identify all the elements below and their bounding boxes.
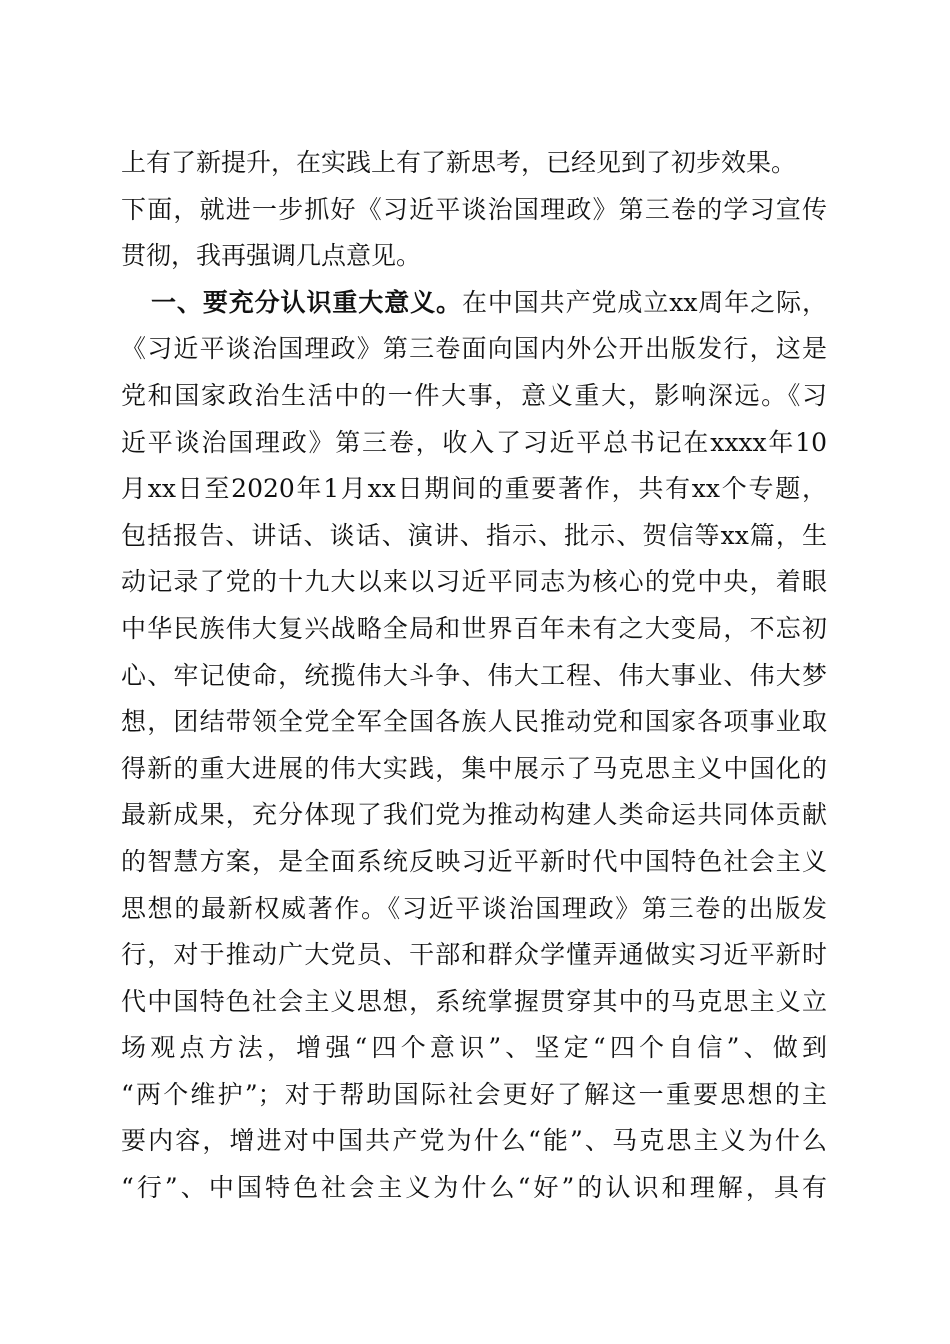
text-line: 的智慧方案，是全面系统反映习近平新时代中国特色社会主义 bbox=[121, 846, 827, 876]
text-line: 心、牢记使命，统揽伟大斗争、伟大工程、伟大事业、伟大梦 bbox=[121, 660, 827, 690]
section-heading-text: 在中国共产党成立xx周年之际， bbox=[461, 287, 827, 317]
text-line: 近平谈治国理政》第三卷，收入了习近平总书记在xxxx年10 bbox=[121, 427, 827, 457]
text-line: 最新成果，充分体现了我们党为推动构建人类命运共同体贡献 bbox=[121, 800, 827, 830]
text-line: “两个维护”；对于帮助国际社会更好了解这一重要思想的主 bbox=[121, 1079, 827, 1109]
text-line: 下面，就进一步抓好《习近平谈治国理政》第三卷的学习宣传 bbox=[121, 194, 827, 224]
section-heading-line bbox=[121, 280, 827, 327]
text-line: 中华民族伟大复兴战略全局和世界百年未有之大变局，不忘初 bbox=[121, 613, 827, 643]
text-line: 得新的重大进展的伟大实践，集中展示了马克思主义中国化的 bbox=[121, 753, 827, 783]
text-line: “行”、中国特色社会主义为什么“好”的认识和理解，具有 bbox=[121, 1173, 827, 1203]
text-line: 要内容，增进对中国共产党为什么“能”、马克思主义为什么 bbox=[121, 1126, 827, 1156]
body-text bbox=[121, 140, 827, 1212]
section-heading: 一、要充分认识重大意义。 bbox=[151, 287, 462, 317]
text-line: 上有了新提升，在实践上有了新思考，已经见到了初步效果。 bbox=[121, 148, 797, 177]
text-line: 包括报告、讲话、谈话、演讲、指示、批示、贺信等xx篇，生 bbox=[121, 520, 827, 550]
text-line: 行，对于推动广大党员、干部和群众学懂弄通做实习近平新时 bbox=[121, 940, 827, 970]
text-line: 月xx日至2020年1月xx日期间的重要著作，共有xx个专题， bbox=[121, 474, 827, 504]
text-line: 动记录了党的十九大以来以习近平同志为核心的党中央，着眼 bbox=[121, 567, 827, 597]
text-line: 党和国家政治生活中的一件大事，意义重大，影响深远。《习 bbox=[121, 380, 827, 410]
text-line: 代中国特色社会主义思想，系统掌握贯穿其中的马克思主义立 bbox=[121, 986, 827, 1016]
text-line: 思想的最新权威著作。《习近平谈治国理政》第三卷的出版发 bbox=[121, 893, 827, 923]
text-line: 想，团结带领全党全军全国各族人民推动党和国家各项事业取 bbox=[121, 707, 827, 737]
text-line: 场观点方法，增强“四个意识”、坚定“四个自信”、做到 bbox=[121, 1033, 828, 1063]
text-line: 《习近平谈治国理政》第三卷面向国内外公开出版发行，这是 bbox=[121, 334, 827, 364]
text-line: 贯彻，我再强调几点意见。 bbox=[121, 241, 422, 271]
